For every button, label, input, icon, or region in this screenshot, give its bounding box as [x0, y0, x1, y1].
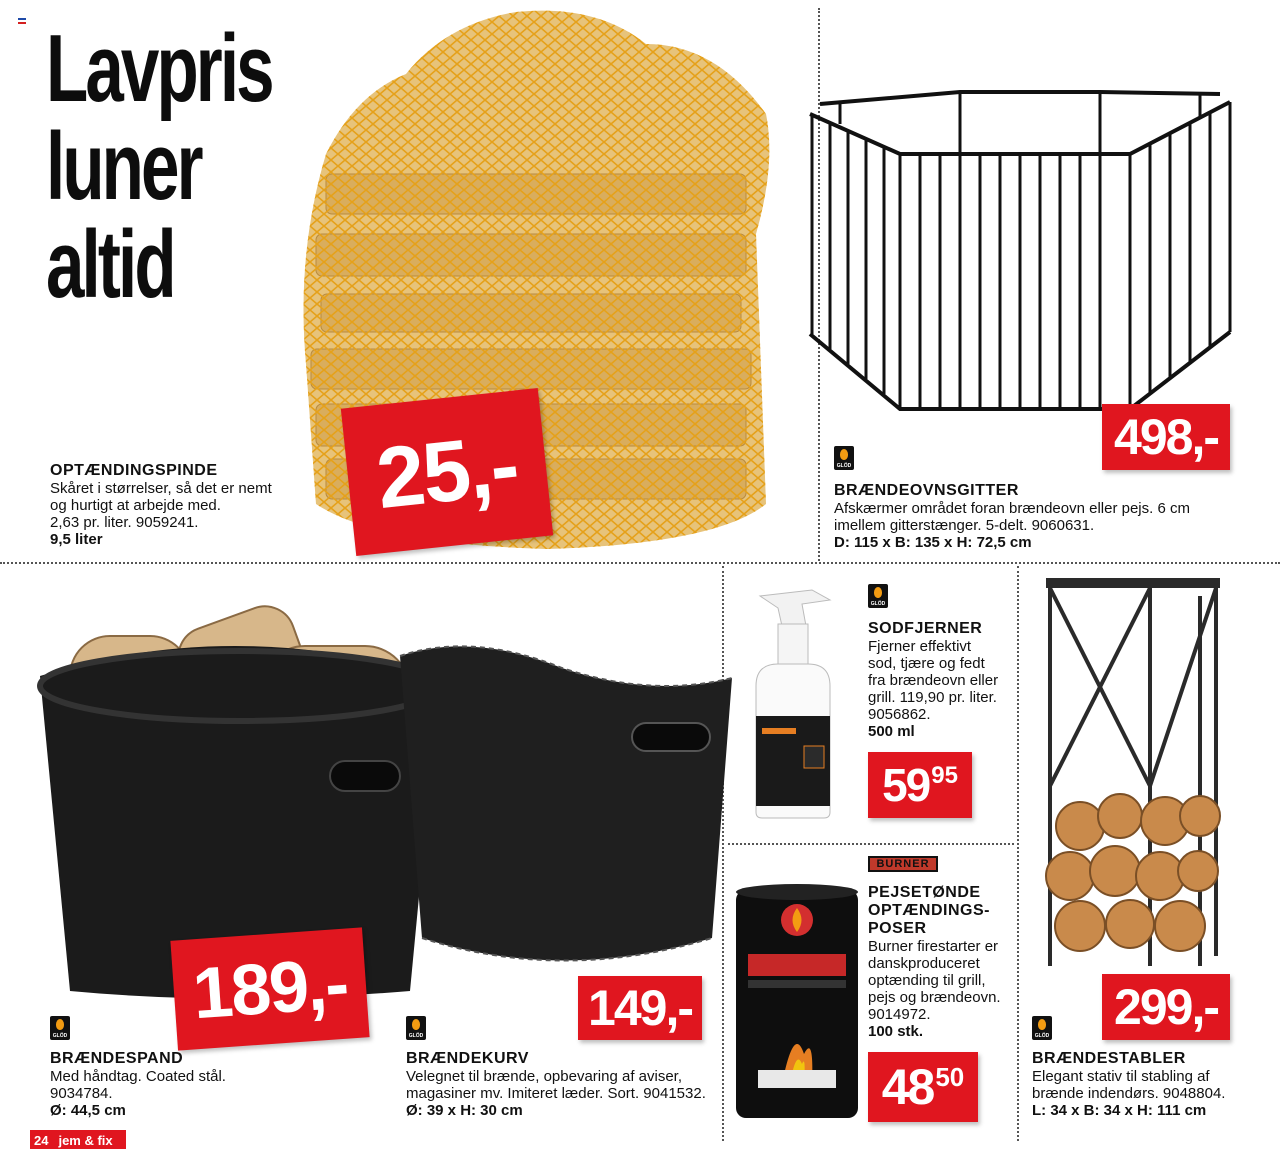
title-braendestabler: BRÆNDESTABLER	[1032, 1050, 1186, 1067]
price-braendespand: 189,-	[190, 943, 350, 1035]
headline-line-1: Lavpris	[46, 15, 272, 122]
soot-remover-bottle-image	[742, 586, 842, 822]
title-pejsetonde-1: PEJSETØNDE	[868, 884, 981, 901]
price-sodfjerner-main: 59	[882, 759, 930, 811]
title-braendeovnsgitter: BRÆNDEOVNSGITTER	[834, 482, 1019, 499]
desc-sodfjerner-3: fra brændeovn eller	[868, 672, 999, 689]
firewood-basket-image	[392, 638, 740, 974]
glod-badge-braendespand: GLÖD	[50, 1016, 70, 1040]
desc-pejsetonde-5: 9014972.	[868, 1006, 931, 1023]
price-braendestabler: 299,-	[1114, 979, 1218, 1035]
price-tag-braendekurv	[578, 976, 702, 1040]
desc-braendestabler-2: brænde indendørs. 9048804.	[1032, 1085, 1226, 1102]
burner-logo	[868, 856, 938, 872]
desc-braendespand-1: Med håndtag. Coated stål.	[50, 1068, 226, 1085]
title-braendekurv: BRÆNDEKURV	[406, 1050, 529, 1067]
glod-badge-braendekurv: GLÖD	[406, 1016, 426, 1040]
desc-braendekurv-1: Velegnet til brænde, opbevaring af aviser,	[406, 1068, 683, 1085]
product-braendekurv	[406, 1050, 722, 1120]
size-optaendingspinde: 9,5 liter	[50, 531, 103, 548]
price-pejsetonde-sup: 50	[935, 1062, 965, 1092]
headline	[46, 15, 272, 318]
title-optaendingspinde: OPTÆNDINGSPINDE	[50, 462, 218, 479]
burner-logo-text: BURNER	[876, 858, 930, 870]
desc-optaendingspinde-2: og hurtigt at arbejde med.	[50, 497, 221, 514]
price-tag-braendestabler	[1102, 974, 1230, 1040]
product-sodfjerner	[868, 620, 1018, 741]
page-footer-tag	[30, 1130, 126, 1149]
title-pejsetonde-2: OPTÆNDINGS-	[868, 902, 990, 919]
product-braendestabler	[1032, 1050, 1278, 1120]
title-sodfjerner: SODFJERNER	[868, 620, 983, 637]
price-braendeovnsgitter: 498,-	[1114, 409, 1218, 465]
title-braendespand: BRÆNDESPAND	[50, 1050, 184, 1067]
desc-pejsetonde-4: pejs og brændeovn.	[868, 989, 1001, 1006]
price-optaendingspinde: 25,-	[372, 416, 522, 527]
size-braendekurv: Ø: 39 x H: 30 cm	[406, 1102, 523, 1119]
desc-braendestabler-1: Elegant stativ til stabling af	[1032, 1068, 1210, 1085]
headline-line-2: luner	[46, 113, 201, 220]
firewood-rack-image	[1040, 576, 1226, 972]
fireplace-gate-image	[800, 84, 1250, 414]
page-number: 24	[34, 1132, 49, 1148]
desc-sodfjerner-5: 9056862.	[868, 706, 931, 723]
desc-braendeovnsgitter-2: imellem gitterstænger. 5-delt. 9060631.	[834, 517, 1095, 534]
headline-line-3: altid	[46, 211, 174, 318]
flag-icon	[18, 18, 26, 24]
product-braendeovnsgitter	[834, 482, 1274, 552]
desc-sodfjerner-2: sod, tjære og fedt	[868, 655, 985, 672]
desc-braendeovnsgitter-1: Afskærmer området foran brændeovn eller pejs. 6 cm	[834, 500, 1190, 517]
desc-sodfjerner-1: Fjerner effektivt	[868, 638, 972, 655]
glod-badge-braendestabler: GLÖD	[1032, 1016, 1052, 1040]
price-tag-optaendingspinde	[341, 388, 553, 556]
title-pejsetonde-3: POSER	[868, 920, 927, 937]
size-braendespand: Ø: 44,5 cm	[50, 1102, 126, 1119]
size-braendeovnsgitter: D: 115 x B: 135 x H: 72,5 cm	[834, 534, 1032, 551]
price-pejsetonde-main: 48	[881, 1059, 934, 1115]
desc-braendespand-2: 9034784.	[50, 1085, 113, 1102]
product-pejsetonde	[868, 884, 1018, 1041]
divider-small-horizontal	[728, 843, 1014, 845]
price-sodfjerner-sup: 95	[931, 762, 958, 789]
price-braendekurv: 149,-	[588, 980, 692, 1036]
desc-pejsetonde-2: danskproduceret	[868, 955, 980, 972]
price-tag-braendespand	[170, 927, 369, 1050]
desc-pejsetonde-3: optænding til grill,	[868, 972, 986, 989]
desc-pejsetonde-1: Burner firestarter er	[868, 938, 999, 955]
firestarter-tube-image	[734, 884, 860, 1122]
desc-sodfjerner-4: grill. 119,90 pr. liter.	[868, 689, 997, 706]
product-optaendingspinde	[50, 462, 310, 549]
price-tag-pejsetonde	[868, 1052, 978, 1122]
brand-name: jem & fix	[58, 1132, 113, 1148]
desc-optaendingspinde-1: Skåret i størrelser, så det er nemt	[50, 480, 272, 497]
price-tag-sodfjerner	[868, 752, 972, 818]
size-sodfjerner: 500 ml	[868, 723, 915, 740]
size-braendestabler: L: 34 x B: 34 x H: 111 cm	[1032, 1102, 1207, 1119]
desc-optaendingspinde-3: 2,63 pr. liter. 9059241.	[50, 514, 199, 531]
desc-braendekurv-2: magasiner mv. Imiteret læder. Sort. 9041532.	[406, 1085, 706, 1102]
product-braendespand	[50, 1050, 350, 1120]
price-tag-braendeovnsgitter	[1102, 404, 1230, 470]
glod-badge-sodfjerner: GLÖD	[868, 584, 888, 608]
size-pejsetonde: 100 stk.	[868, 1023, 924, 1040]
glod-badge-braendeovnsgitter: GLÖD	[834, 446, 854, 470]
